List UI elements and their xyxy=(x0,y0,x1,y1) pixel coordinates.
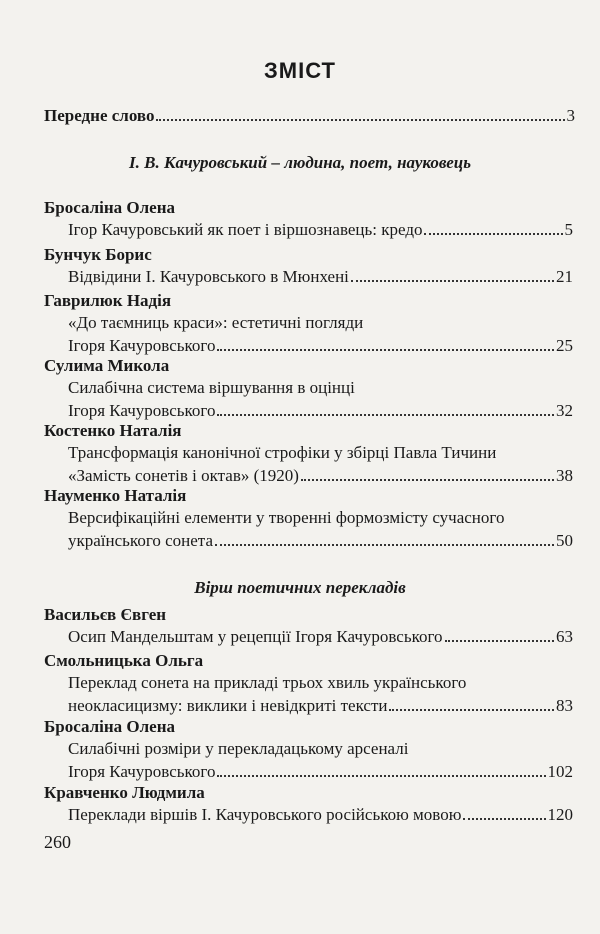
page-title: ЗМІСТ xyxy=(264,58,336,83)
author-name: Васильєв Євген xyxy=(44,605,167,624)
leader-dots xyxy=(351,280,554,282)
author-name: Кравченко Людмила xyxy=(44,783,205,802)
author-name: Бросаліна Олена xyxy=(44,198,176,217)
toc-entry-title xyxy=(68,696,573,716)
entry-page-number: 120 xyxy=(547,805,573,824)
author-name: Науменко Наталія xyxy=(44,486,187,505)
foreword-page: 3 xyxy=(566,106,575,125)
author-name: Гаврилюк Надія xyxy=(44,291,172,310)
toc-entry-title xyxy=(68,401,573,421)
leader-dots xyxy=(156,119,564,121)
section-heading-2: Вірш поетичних перекладів xyxy=(194,578,406,597)
section-heading-1: І. В. Качуровський – людина, поет, науковець xyxy=(129,153,471,172)
entry-title-line: Ігоря Качуровського xyxy=(68,762,216,781)
entry-title-line: Відвідини І. Качуровського в Мюнхені xyxy=(68,267,349,286)
author-name: Сулима Микола xyxy=(44,356,170,375)
entry-title-line: Переклад сонета на прикладі трьох хвиль українського xyxy=(68,673,467,692)
entry-page-number: 63 xyxy=(556,627,573,646)
toc-entry-title xyxy=(68,336,573,356)
entry-page-number: 32 xyxy=(556,401,573,420)
author-name: Костенко Наталія xyxy=(44,421,182,440)
toc-entry-title xyxy=(68,805,573,825)
entry-page-number: 83 xyxy=(556,696,573,715)
entry-title-line: Переклади віршів І. Качуровського російською мовою xyxy=(68,805,462,824)
toc-entry-title xyxy=(68,267,573,287)
leader-dots xyxy=(463,818,545,820)
leader-dots xyxy=(217,775,545,777)
leader-dots xyxy=(389,709,554,711)
page-number: 260 xyxy=(44,832,71,852)
leader-dots xyxy=(301,479,554,481)
toc-entry-title xyxy=(68,466,573,486)
toc-entry-title xyxy=(68,531,573,551)
leader-dots xyxy=(424,233,562,235)
entry-title-line: українського сонета xyxy=(68,531,213,550)
entry-title-line: Силабічні розміри у перекладацькому арсеналі xyxy=(68,739,409,758)
entry-page-number: 102 xyxy=(547,762,573,781)
entry-title-line: «До таємниць краси»: естетичні погляди xyxy=(68,313,364,332)
author-name: Бунчук Борис xyxy=(44,245,152,264)
entry-title-line: Силабічна система віршування в оцінці xyxy=(68,378,355,397)
foreword-label: Передне слово xyxy=(44,106,155,125)
foreword-entry xyxy=(44,106,575,126)
toc-entry-title xyxy=(68,627,573,647)
toc-entry-title xyxy=(68,220,573,240)
entry-page-number: 50 xyxy=(556,531,573,550)
entry-title-line: Ігор Качуровський як поет і віршознавець: кредо xyxy=(68,220,423,239)
entry-page-number: 25 xyxy=(556,336,573,355)
toc-entry-title xyxy=(68,762,573,782)
leader-dots xyxy=(445,640,554,642)
leader-dots xyxy=(217,414,554,416)
entry-title-line: «Замість сонетів і октав» (1920) xyxy=(68,466,299,485)
entry-title-line: Ігоря Качуровського xyxy=(68,336,216,355)
entry-page-number: 21 xyxy=(556,267,573,286)
entry-title-line: Трансформація канонічної строфіки у збірці Павла Тичини xyxy=(68,443,497,462)
entry-title-line: Версифікаційні елементи у творенні формозмісту сучасного xyxy=(68,508,505,527)
entry-title-line: Ігоря Качуровського xyxy=(68,401,216,420)
entry-title-line: неокласицизму: виклики і невідкриті тексти xyxy=(68,696,388,715)
entry-page-number: 5 xyxy=(564,220,573,239)
author-name: Бросаліна Олена xyxy=(44,717,176,736)
entry-page-number: 38 xyxy=(556,466,573,485)
leader-dots xyxy=(217,349,554,351)
leader-dots xyxy=(215,544,554,546)
entry-title-line: Осип Мандельштам у рецепції Ігоря Качуровського xyxy=(68,627,443,646)
author-name: Смольницька Ольга xyxy=(44,651,204,670)
